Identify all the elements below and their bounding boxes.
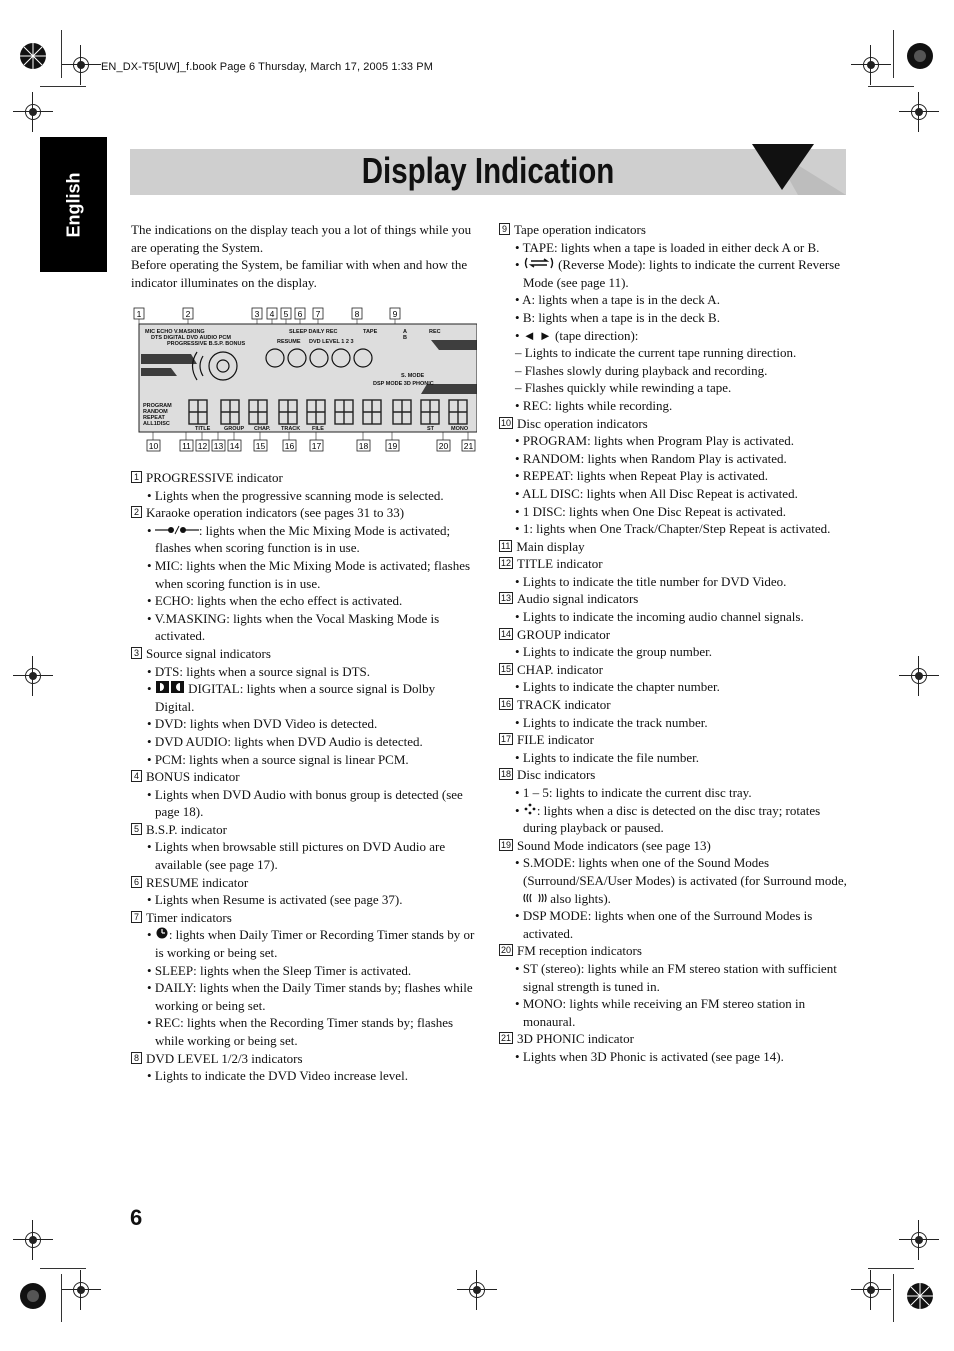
left-column: [131, 221, 477, 291]
bullet: • A: lights when a tape is in the deck A.: [515, 292, 720, 308]
crop-line: [61, 30, 62, 78]
bullet: • Lights to indicate the incoming audio channel signals.: [515, 609, 804, 625]
group-indicator-label: GROUP: [224, 426, 245, 432]
mono-indicator-label: MONO: [451, 426, 469, 432]
color-wheel-icon: [907, 36, 933, 76]
bullet: • Lights to indicate the group number.: [515, 644, 712, 660]
intro-paragraph-1: The indications on the display teach you a lot of things while you are operating the System.: [131, 222, 472, 255]
bullet: • Lights when Resume is activated (see page 37).: [147, 892, 403, 908]
item-number: 5: [131, 823, 142, 835]
timer-row-label: SLEEP DAILY REC: [289, 329, 338, 335]
bullet: • DVD AUDIO: lights when DVD Audio is detected.: [147, 733, 423, 749]
tape-b-label: B: [403, 335, 407, 341]
item-number: 6: [131, 876, 142, 888]
registration-mark-icon: [61, 1270, 101, 1310]
callouts-top: [134, 308, 400, 319]
registration-mark-icon: [899, 92, 939, 132]
item-title: FM reception indicators: [517, 943, 642, 959]
callout-5: 5: [283, 309, 289, 319]
bullet: • Lights to indicate the title number for DVD Video.: [515, 573, 787, 589]
item-title: Sound Mode indicators (see page 13): [517, 837, 711, 853]
bullet: • DSP MODE: lights when one of the Surround Modes is activated.: [515, 908, 813, 941]
crop-line: [893, 1274, 894, 1322]
callout-7: 7: [315, 309, 321, 319]
bullet: • MONO: lights while receiving an FM stereo station in monaural.: [515, 996, 806, 1029]
item-16: [499, 696, 849, 714]
bullet: • ECHO: lights when the echo effect is activated.: [147, 593, 403, 609]
item-title: Main display: [516, 538, 585, 554]
left-items: [131, 469, 477, 1085]
callout-13: 13: [213, 441, 224, 451]
page-title: Display Indication: [361, 150, 615, 191]
item-number: 2: [131, 506, 142, 518]
dash-item: – Lights to indicate the current tape running direction.: [515, 345, 797, 361]
item-14: [499, 626, 849, 644]
title-bar: [130, 149, 846, 195]
bullet: • ALL DISC: lights when All Disc Repeat is activated.: [515, 485, 798, 501]
tape-label: TAPE: [363, 329, 378, 335]
crop-line: [868, 1268, 914, 1269]
callout-1: 1: [136, 309, 142, 319]
bullet: • Lights to indicate the chapter number.: [515, 679, 720, 695]
callouts-bottom: [147, 440, 475, 451]
resume-label: RESUME: [277, 339, 301, 345]
item-title: Disc indicators: [517, 767, 596, 783]
prog-row-label: PROGRESSIVE B.S.P. BONUS: [167, 341, 246, 347]
bullet: • SLEEP: lights when the Sleep Timer is activated.: [147, 962, 412, 978]
item-title: TITLE indicator: [517, 556, 603, 572]
color-wheel-icon: [907, 1276, 933, 1316]
registration-mark-icon: [13, 656, 53, 696]
item-title: DVD LEVEL 1/2/3 indicators: [146, 1050, 303, 1066]
tape-a-label: A: [403, 329, 407, 335]
bullet: • Lights when the progressive scanning mode is selected.: [147, 487, 444, 503]
bullet: • PROGRAM: lights when Program Play is activated.: [515, 433, 794, 449]
item-number: 14: [501, 628, 512, 639]
item-number: 1: [131, 471, 142, 483]
language-tab: [40, 137, 107, 272]
dvd-level-label: DVD LEVEL 1 2 3: [309, 339, 354, 345]
item-2: [131, 504, 477, 522]
mic-row-label: MIC ECHO V.MASKING: [145, 329, 205, 335]
callout-21: 21: [463, 441, 474, 451]
bullet: • : lights when Daily Timer or Recording Timer stands by or is working or being set.: [147, 927, 475, 961]
bullet: • REPEAT: lights when Repeat Play is activated.: [515, 468, 769, 484]
item-number: 21: [501, 1033, 512, 1044]
bullet: • Lights to indicate the file number.: [515, 749, 699, 765]
right-column: [499, 221, 849, 1066]
bullet: • REC: lights when the Recording Timer stands by; flashes while working or being set.: [147, 1015, 454, 1048]
registration-mark-icon: [13, 92, 53, 132]
item-6: [131, 874, 477, 892]
callout-17: 17: [311, 441, 322, 451]
item-number: 8: [131, 1052, 142, 1064]
item-number: 15: [501, 663, 512, 674]
item-title: RESUME indicator: [146, 874, 249, 890]
item-number: 13: [501, 593, 512, 604]
timer-clock-icon: [155, 927, 169, 939]
color-wheel-icon: [20, 1276, 46, 1316]
tape-rec-label: REC: [429, 329, 441, 335]
item-number: 3: [131, 647, 142, 659]
item-number: 17: [501, 734, 512, 745]
callout-11: 11: [182, 441, 191, 451]
item-3: [131, 645, 477, 663]
crop-line: [61, 1274, 62, 1322]
repeat-label: REPEAT: [143, 415, 165, 421]
item-13: [499, 590, 849, 608]
item-title: TRACK indicator: [517, 697, 611, 713]
file-indicator-label: FILE: [312, 426, 324, 432]
dolby-icon: [155, 681, 185, 693]
intro-paragraph-2: Before operating the System, be familiar with when and how the indicator illuminates on the display.: [131, 257, 468, 290]
bullet: • ST (stereo): lights while an FM stereo station with sufficient signal strength is tuned in.: [515, 960, 837, 994]
bullet: • Lights to indicate the DVD Video increase level.: [147, 1068, 408, 1084]
bullet: • 1: lights when One Track/Chapter/Step Repeat is activated.: [515, 521, 831, 537]
book-header: EN_DX-T5[UW]_f.book Page 6 Thursday, March 17, 2005 1:33 PM: [101, 61, 433, 73]
bullet: • RANDOM: lights when Random Play is activated.: [515, 450, 787, 466]
item-19: [499, 837, 849, 855]
bullet: • MIC: lights when the Mic Mixing Mode is activated; flashes when scoring function is in use.: [147, 557, 471, 591]
item-11: [499, 538, 849, 556]
bullet: • V.MASKING: lights when the Vocal Masking Mode is activated.: [147, 610, 440, 644]
item-9: [499, 221, 849, 239]
callout-9: 9: [392, 309, 398, 319]
color-wheel-icon: [20, 36, 46, 76]
crop-line: [40, 1268, 86, 1269]
item-title: Source signal indicators: [146, 645, 271, 661]
item-number: 11: [501, 540, 511, 551]
item-5: [131, 821, 477, 839]
item-8: [131, 1050, 477, 1068]
item-4: [131, 768, 477, 786]
item-number: 12: [501, 558, 512, 569]
callout-12: 12: [197, 441, 208, 451]
item-17: [499, 731, 849, 749]
callout-15: 15: [255, 441, 266, 451]
bullet: • DTS: lights when a source signal is DTS.: [147, 663, 371, 679]
item-number: 16: [501, 699, 512, 710]
callout-6: 6: [297, 309, 303, 319]
bullet: • Lights when browsable still pictures on DVD Audio are available (see page 17).: [147, 839, 446, 873]
item-title: BONUS indicator: [146, 769, 240, 785]
mic-mixing-icon: [155, 525, 199, 535]
bullet: • 1 DISC: lights when One Disc Repeat is activated.: [515, 503, 787, 519]
source-row-label: DTS DIGITAL DVD AUDIO PCM: [151, 335, 231, 341]
program-label: PROGRAM: [143, 403, 172, 409]
smode-label: S. MODE: [401, 373, 425, 379]
bullet: • TAPE: lights when a tape is loaded in either deck A or B.: [515, 239, 820, 255]
registration-mark-icon: [899, 1220, 939, 1260]
bullet: • B: lights when a tape is in the deck B.: [515, 309, 720, 325]
item-number: 19: [501, 839, 512, 850]
title-triangle-icon: [752, 140, 846, 196]
item-21: [499, 1030, 849, 1048]
bullet: • : lights when a disc is detected on the disc tray; rotates during playback or paused.: [515, 802, 821, 836]
bullet: • PCM: lights when a source signal is linear PCM.: [147, 751, 409, 767]
registration-mark-icon: [457, 1270, 497, 1310]
item-10: [499, 415, 849, 433]
item-number: 9: [499, 223, 510, 235]
item-title: Disc operation indicators: [517, 415, 648, 431]
dash-item: – Flashes quickly while rewinding a tape.: [515, 380, 732, 396]
all1disc-label: ALL1DISC: [143, 421, 170, 427]
item-title: FILE indicator: [517, 732, 594, 748]
item-12: [499, 555, 849, 573]
dsp-row-label: DSP MODE 3D PHONIC: [373, 381, 434, 387]
bullet: • DAILY: lights when the Daily Timer stands by; flashes while working or being set.: [147, 980, 473, 1013]
crop-line: [40, 86, 86, 87]
callout-18: 18: [358, 441, 369, 451]
disc-detect-icon: [523, 803, 537, 815]
bullet: • ◄ ► (tape direction):: [515, 327, 639, 343]
bullet: • Lights when 3D Phonic is activated (see page 14).: [515, 1048, 784, 1064]
bullet: • 1 – 5: lights to indicate the current disc tray.: [515, 785, 752, 800]
callout-19: 19: [387, 441, 398, 451]
item-number: 4: [131, 770, 142, 782]
item-number: 7: [131, 911, 142, 923]
dash-item: – Flashes slowly during playback and recording.: [515, 362, 768, 378]
callout-2: 2: [185, 309, 191, 319]
display-diagram: [131, 306, 477, 456]
item-title: CHAP. indicator: [517, 661, 603, 677]
crop-line: [893, 30, 894, 78]
item-title: Karaoke operation indicators (see pages 31 to 33): [146, 505, 405, 521]
page-number: 6: [130, 1205, 143, 1230]
track-indicator-label: TRACK: [281, 426, 301, 432]
callout-20: 20: [438, 441, 449, 451]
registration-mark-icon: [13, 1220, 53, 1260]
item-title: B.S.P. indicator: [146, 821, 227, 837]
crop-line: [868, 86, 914, 87]
item-title: Timer indicators: [146, 909, 232, 925]
item-18: [499, 766, 849, 784]
bullet: • Lights to indicate the track number.: [515, 714, 708, 730]
bullet: • Lights when DVD Audio with bonus group is detected (see page 18).: [147, 786, 463, 820]
item-number: 18: [501, 769, 512, 780]
callout-16: 16: [284, 441, 295, 451]
bullet: • : lights when the Mic Mixing Mode is activated; flashes when scoring function is in use.: [147, 522, 451, 556]
item-1: [131, 469, 477, 487]
item-20: [499, 942, 849, 960]
registration-mark-icon: [851, 45, 891, 85]
item-title: 3D PHONIC indicator: [517, 1031, 635, 1047]
bullet: • S.MODE: lights when one of the Sound Modes (Surround/SEA/User Modes) is activated (for Surround mode, also lights).: [515, 855, 847, 906]
item-title: Tape operation indicators: [514, 222, 646, 237]
item-7: [131, 909, 477, 927]
bullet: • (Reverse Mode): lights to indicate the current Reverse Mode (see page 11).: [515, 257, 840, 290]
item-number: 10: [501, 417, 512, 428]
title-indicator-label: TITLE: [195, 426, 211, 432]
surround-icon: [523, 893, 547, 903]
registration-mark-icon: [851, 1270, 891, 1310]
registration-mark-icon: [899, 656, 939, 696]
callout-8: 8: [354, 309, 360, 319]
item-title: GROUP indicator: [517, 626, 611, 642]
reverse-mode-icon: [523, 257, 555, 269]
item-15: [499, 661, 849, 679]
random-label: RANDOM: [143, 409, 168, 415]
bullet: • DIGITAL: lights when a source signal is Dolby Digital.: [147, 681, 436, 714]
callout-10: 10: [148, 441, 159, 451]
chap-indicator-label: CHAP.: [254, 426, 271, 432]
bullet: • DVD: lights when DVD Video is detected.: [147, 716, 378, 732]
item-title: PROGRESSIVE indicator: [146, 470, 283, 485]
item-number: 20: [501, 945, 512, 956]
bullet: • REC: lights while recording.: [515, 397, 673, 413]
callout-3: 3: [254, 309, 260, 319]
language-tab-label: English: [63, 171, 83, 238]
registration-mark-icon: [61, 45, 101, 85]
item-title: Audio signal indicators: [517, 591, 639, 607]
callout-14: 14: [229, 441, 240, 451]
callout-4: 4: [269, 309, 275, 319]
st-indicator-label: ST: [427, 426, 435, 432]
